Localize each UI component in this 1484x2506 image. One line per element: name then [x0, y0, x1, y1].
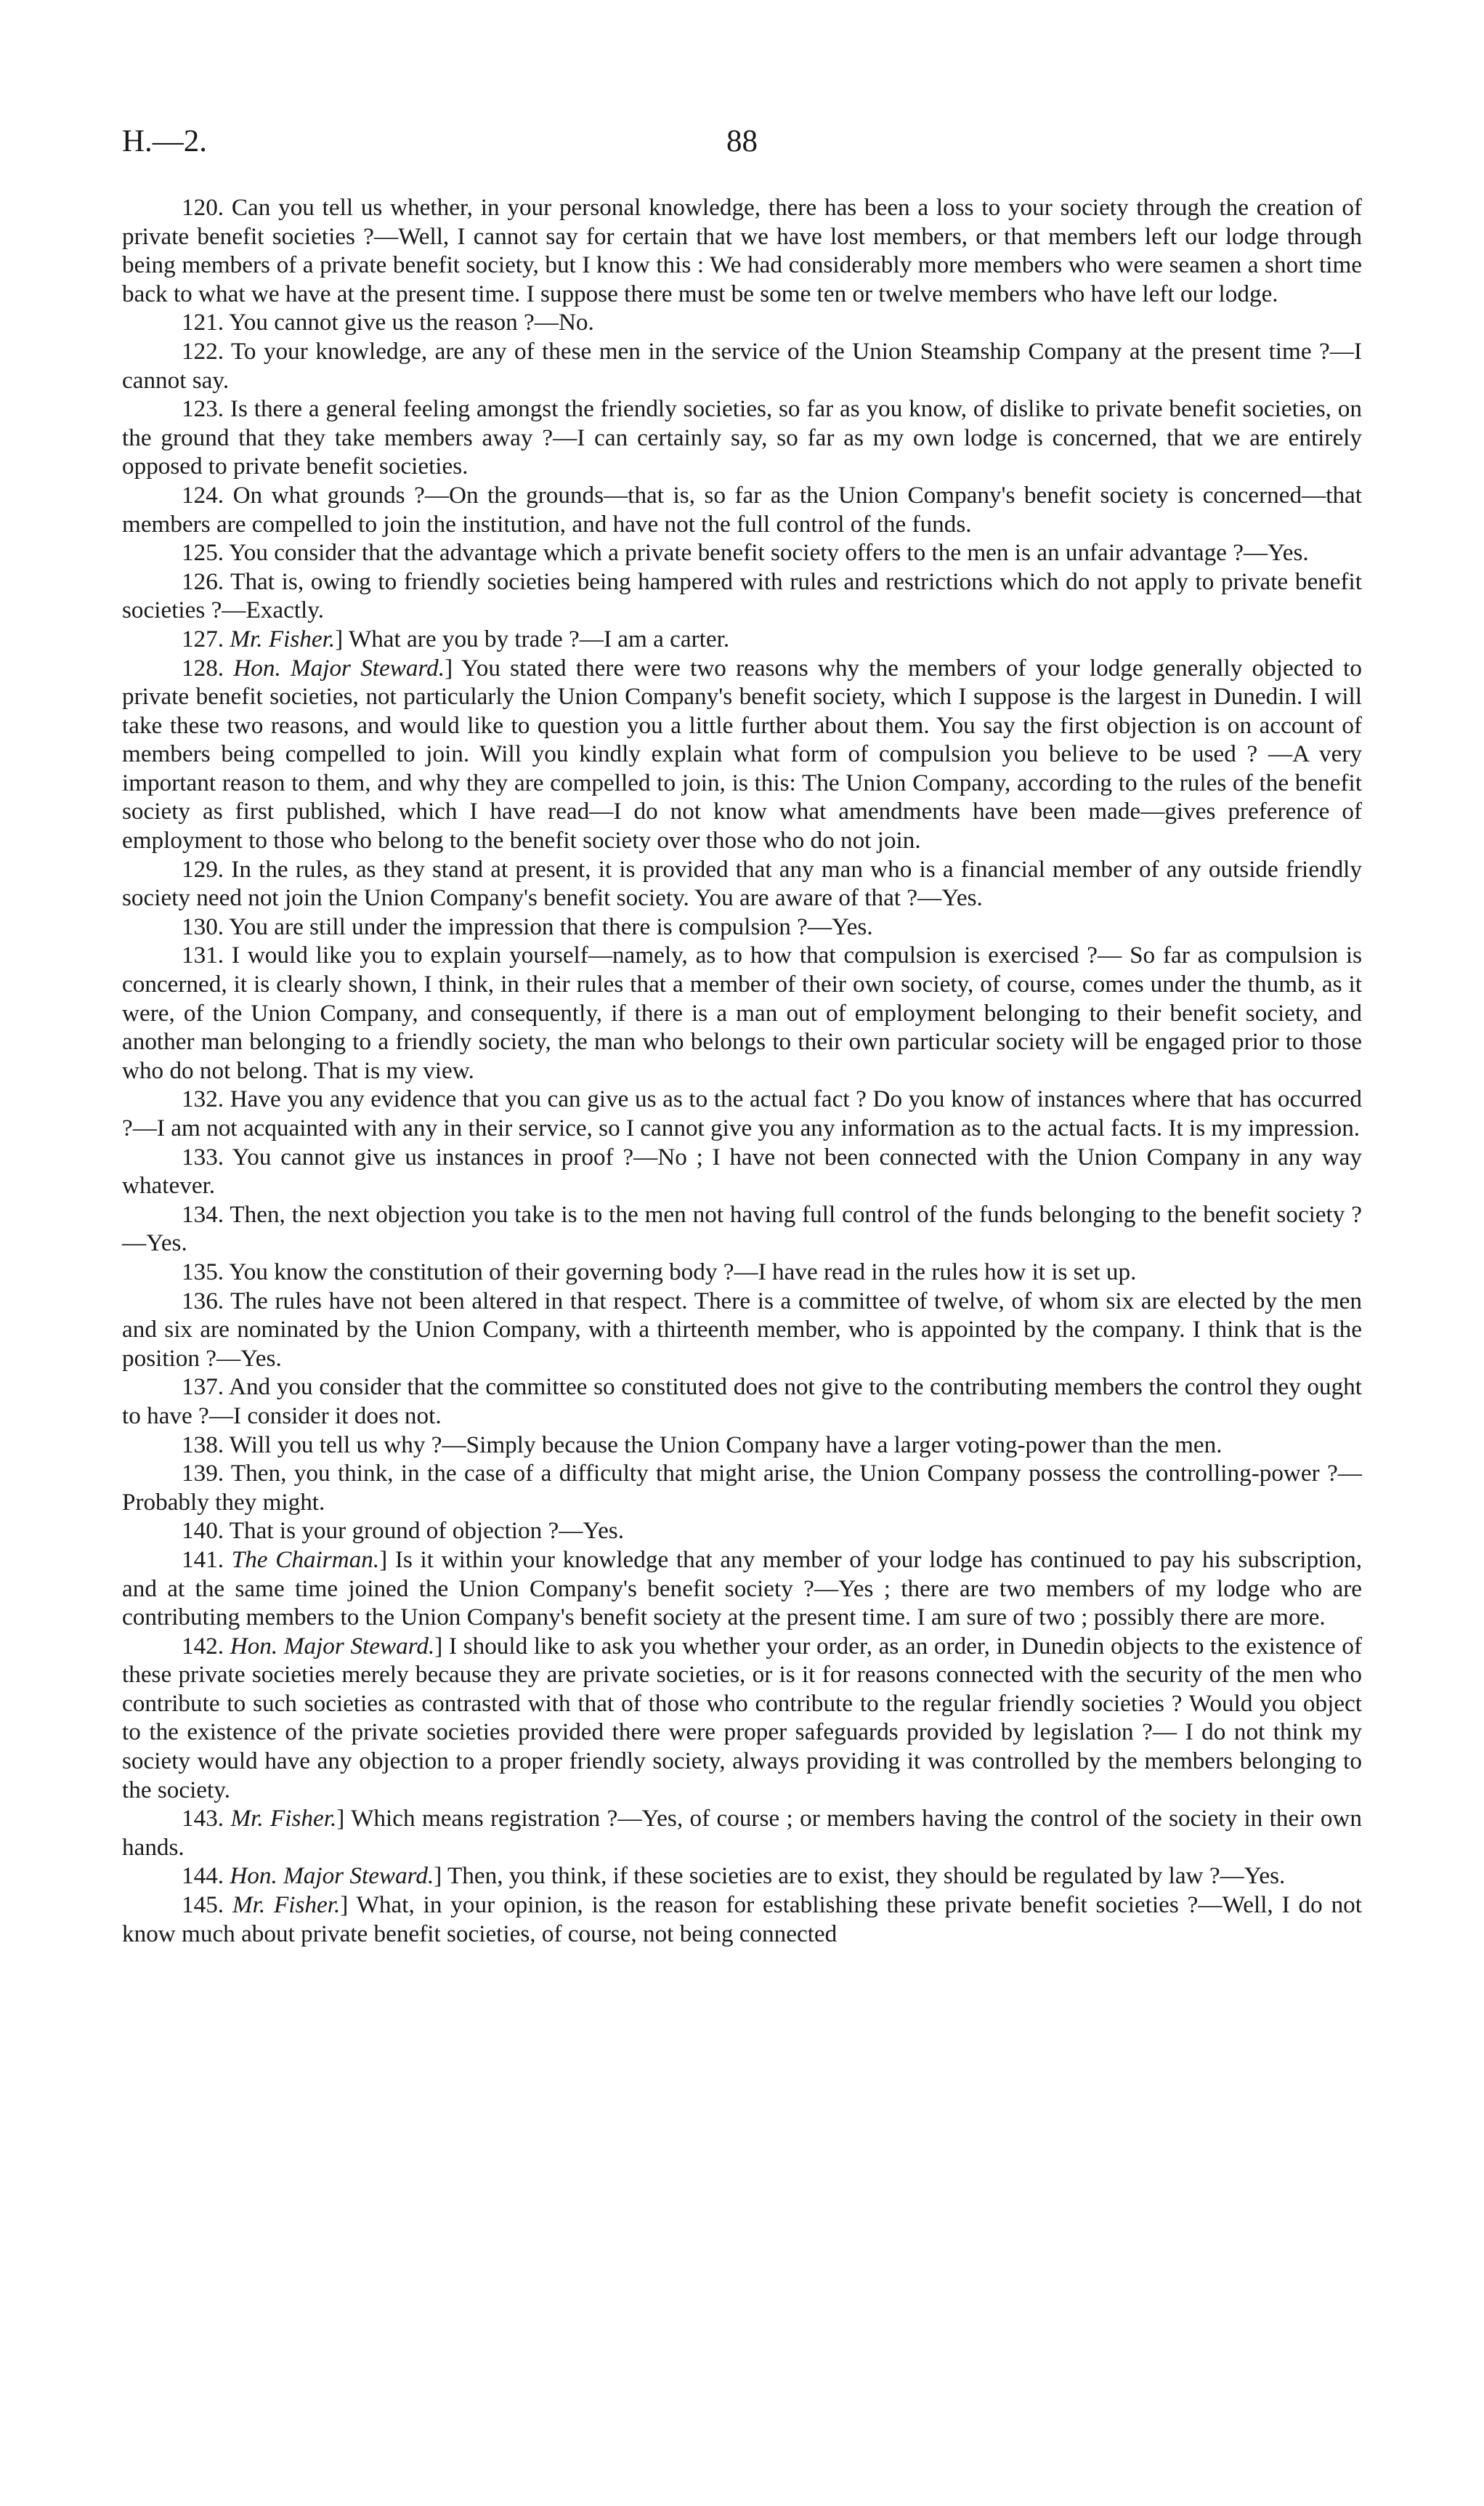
paragraph-137: 137. And you consider that the committee so constituted does not give to the contributing members the control they ought to have ?—I consider it does not.: [122, 1373, 1362, 1429]
speaker-name: Mr. Fisher.: [230, 1805, 337, 1832]
speaker-name: Hon. Major Steward.: [233, 654, 445, 682]
paragraph-143: 143. Mr. Fisher.] Which means registration ?—Yes, of course ; or members having the control of the society in their own hands.: [122, 1805, 1362, 1861]
paragraph-129: 129. In the rules, as they stand at present, it is provided that any man who is a financial member of any outside friendly society need not join the Union Company's benefit society. You are aware of that ?—Yes.: [122, 855, 1362, 912]
speaker-name: The Chairman.: [231, 1545, 380, 1573]
paragraph-125: 125. You consider that the advantage which a private benefit society offers to the men is an unfair advantage ?—Yes.: [182, 539, 1309, 567]
paragraph-141: 141. The Chairman.] Is it within your knowledge that any member of your lodge has continued to pay his subscription, and at the same time joined the Union Company's benefit society ?—Yes ; there are two members of my lodge who are contributing members to the Union Company's benefit society at the present time. I am sure of two ; possibly there are more.: [122, 1545, 1362, 1631]
paragraph-144: 144. Hon. Major Steward.] Then, you think, if these societies are to exist, they should be regulated by law ?—Yes.: [182, 1862, 1286, 1890]
paragraph-133: 133. You cannot give us instances in proof ?—No ; I have not been connected with the Union Company in any way whatever.: [122, 1143, 1362, 1200]
paragraph-123: 123. Is there a general feeling amongst the friendly societies, so far as you know, of dislike to private benefit societies, on the ground that they take members away ?—I can certainly say, so far as my own lodge is concerned, that we are entirely opposed to private benefit societies.: [122, 395, 1362, 480]
paragraph-122: 122. To your knowledge, are any of these men in the service of the Union Steamship Company at the present time ?—I cannot say.: [122, 337, 1362, 394]
paragraph-120: 120. Can you tell us whether, in your personal knowledge, there has been a loss to your society through the creation of private benefit societies ?—Well, I cannot say for certain that we have lost members, or that members left our lodge through being members of a private benefit society, but I know this : We had considerably more members who were seamen a short time back to what we have at the present time. I suppose there must be some ten or twelve members who have left our lodge.: [122, 194, 1362, 307]
paragraph-135: 135. You know the constitution of their governing body ?—I have read in the rules how it is set up.: [182, 1258, 1137, 1285]
page-header: [122, 124, 1362, 167]
paragraph-142: 142. Hon. Major Steward.] I should like to ask you whether your order, as an order, in Dunedin objects to the existence of these private societies merely because they are private societies, or is it for reasons connected with the security of the men who contribute to such societies as contrasted with that of those who contribute to the regular friendly societies ? Would you object to the existence of the private societies provided there were proper safeguards provided by legislation ?— I do not think my society would have any objection to a proper friendly society, always providing it was controlled by the members belonging to the society.: [122, 1632, 1362, 1803]
paragraph-126: 126. That is, owing to friendly societies being hampered with rules and restrictions which do not apply to private benefit societies ?—Exactly.: [122, 567, 1362, 624]
paragraph-145: 145. Mr. Fisher.] What, in your opinion, is the reason for establishing these private benefit societies ?—Well, I do not know much about private benefit societies, of course, not being connected: [122, 1891, 1362, 1947]
speaker-name: Hon. Major Steward.: [230, 1862, 434, 1890]
paragraph-138: 138. Will you tell us why ?—Simply because the Union Company have a larger voting-power than the men.: [182, 1431, 1223, 1458]
paragraph-127: 127. Mr. Fisher.] What are you by trade ?—I am a carter.: [182, 625, 730, 652]
testimony-body: [122, 193, 1362, 1948]
paragraph-128: 128. Hon. Major Steward.] You stated there were two reasons why the members of your lodge generally objected to private benefit societies, not particularly the Union Company's benefit society, which I suppose is the largest in Dunedin. I will take these two reasons, and would like to question you a little further about them. You say the first objection is on account of members being compelled to join. Will you kindly explain what form of compulsion you believe to be used ? —A very important reason to them, and why they are compelled to join, is this: The Union Company, according to the rules of the benefit society as first published, which I have read—I do not know what amendments have been made—gives preference of employment to those who belong to the benefit society over those who do not join.: [122, 654, 1362, 854]
paragraph-131: 131. I would like you to explain yourself—namely, as to how that compulsion is exercised ?— So far as compulsion is concerned, it is clearly shown, I think, in their rules that a member of their own society, of course, comes under the thumb, as it were, of the Union Company, and consequently, if there is a man out of employment belonging to their benefit society, and another man belonging to a friendly society, the man who belongs to their own particular society will be engaged prior to those who do not belong. That is my view.: [122, 942, 1362, 1084]
paragraph-134: 134. Then, the next objection you take is to the men not having full control of the funds belonging to the benefit society ?—Yes.: [122, 1200, 1362, 1257]
paragraph-140: 140. That is your ground of objection ?—Yes.: [182, 1517, 625, 1545]
paragraph-139: 139. Then, you think, in the case of a difficulty that might arise, the Union Company possess the controlling-power ?—Probably they might.: [122, 1460, 1362, 1516]
speaker-name: Hon. Major Steward.: [230, 1632, 435, 1660]
paragraph-130: 130. You are still under the impression that there is compulsion ?—Yes.: [182, 913, 873, 940]
paragraph-132: 132. Have you any evidence that you can give us as to the actual fact ? Do you know of instances where that has occurred ?—I am not acquainted with any in their service, so I cannot give you any information as to the actual facts. It is my impression.: [122, 1086, 1362, 1141]
speaker-name: Mr. Fisher.: [230, 625, 336, 652]
paragraph-121: 121. You cannot give us the reason ?—No.: [182, 309, 594, 336]
paragraph-124: 124. On what grounds ?—On the grounds—that is, so far as the Union Company's benefit society is concerned—that members are compelled to join the institution, and have not the full control of the funds.: [122, 481, 1362, 538]
speaker-name: Mr. Fisher.: [232, 1891, 341, 1919]
document-id: H.—2.: [122, 124, 208, 158]
page-number: 88: [726, 124, 758, 158]
paragraph-136: 136. The rules have not been altered in that respect. There is a committee of twelve, of whom six are elected by the men and six are nominated by the Union Company, with a thirteenth member, who is appointed by the company. I think that is the position ?—Yes.: [122, 1287, 1362, 1372]
